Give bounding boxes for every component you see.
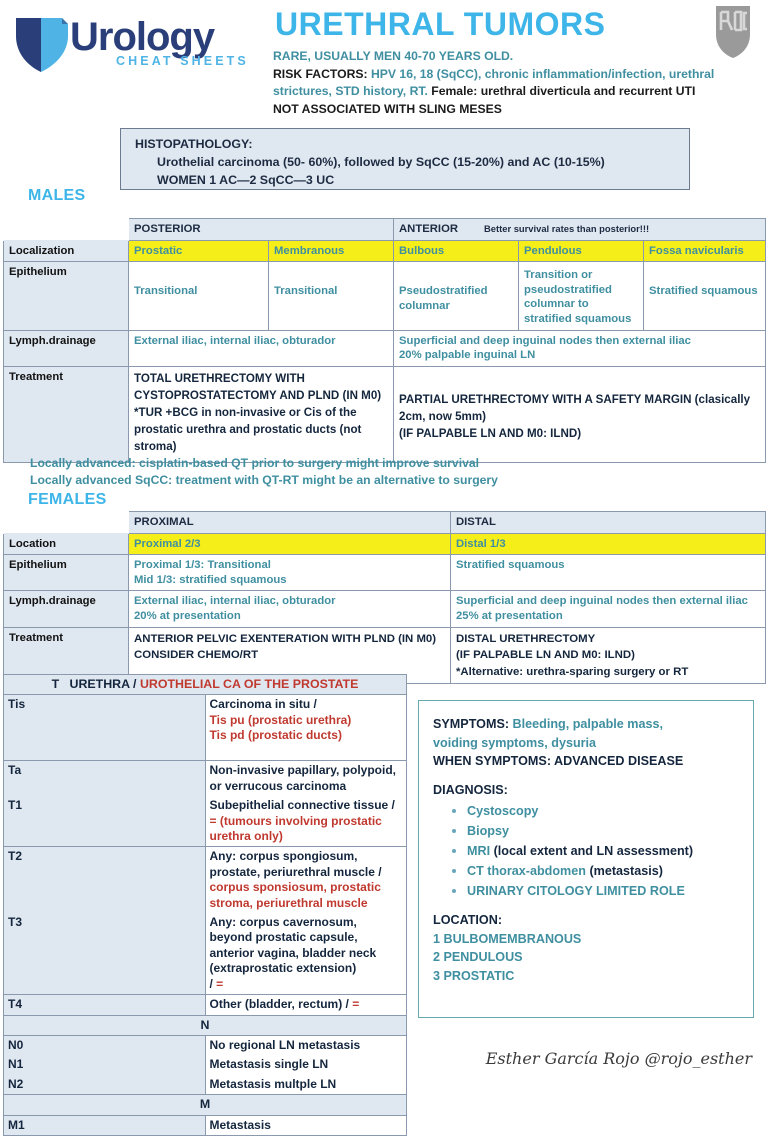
cell-localization-fossa: Fossa navicularis — [644, 240, 766, 262]
tnm-desc-n1: Metastasis single LN — [205, 1055, 407, 1074]
symptoms-line — [433, 715, 739, 734]
tnm-desc-ta: Non-invasive papillary, polypoid, or verrucous carcinoma — [205, 761, 407, 796]
shield-logo-icon — [12, 12, 72, 74]
urology-cheat-sheets-logo — [10, 10, 260, 76]
females-location-row — [4, 533, 766, 555]
diagnosis-item-teal: MRI — [467, 844, 491, 858]
diagnosis-item-black: (local extent and LN assessment) — [490, 844, 694, 858]
diagnosis-list — [433, 801, 739, 901]
cell-localization-pendulous: Pendulous — [519, 240, 644, 262]
list-item — [467, 841, 739, 861]
tnm-header-row-n — [4, 1015, 407, 1035]
tnm-code-n1: N1 — [4, 1055, 206, 1074]
tnm-desc-tis — [205, 695, 407, 761]
histopathology-title: HISTOPATHOLOGY: — [135, 137, 253, 151]
location-item-3: 3 PROSTATIC — [433, 968, 515, 983]
tnm-header-m: M — [4, 1095, 407, 1115]
t2-red: corpus sponsiosum, prostatic stroma, periurethral muscle — [209, 880, 381, 910]
strictures-text: strictures, STD history, RT. — [273, 84, 428, 99]
page-header — [0, 0, 768, 120]
treatment-posterior-l3: *TUR +BCG in non-invasive or Cis of the prostatic urethra and prostatic ducts (not stroma) — [134, 405, 362, 453]
cell-epithelium-membranous: Transitional — [269, 262, 394, 330]
males-group-header-row — [4, 219, 766, 241]
tnm-desc-t4 — [205, 995, 407, 1015]
tnm-code-t1: T1 — [4, 796, 206, 847]
t1-red: = (tumours involving prostatic urethra only) — [209, 813, 382, 844]
logo-wordmark: Urology — [70, 15, 215, 59]
tnm-row-t3 — [4, 913, 407, 995]
tnm-desc-m1: Metastasis — [205, 1115, 407, 1135]
cell-lymph-proximal — [129, 591, 451, 627]
tnm-code-ta: Ta — [4, 761, 206, 796]
cell-localization-bulbous: Bulbous — [394, 240, 519, 262]
cell-epithelium-proximal — [129, 555, 451, 591]
tnm-row-tis — [4, 695, 407, 761]
female-risk-text: Female: urethral diverticula and recurrent UTI — [427, 84, 696, 99]
row-label-epithelium: Epithelium — [4, 262, 129, 330]
treatment-proximal-l1: ANTERIOR PELVIC EXENTERATION WITH PLND (IN M0) — [134, 632, 437, 645]
treatment-anterior-l2: (IF PALPABLE LN AND M0: ILND) — [399, 426, 582, 440]
locally-advanced-notes — [30, 455, 498, 489]
t4-red: = — [352, 997, 360, 1012]
cell-lymph-anterior-l2: 20% palpable inguinal LN — [399, 349, 536, 362]
tis-l1: Carcinoma in situ / — [209, 697, 317, 712]
tnm-row-n1 — [4, 1055, 407, 1074]
cell-treatment-distal — [451, 627, 766, 684]
treatment-posterior-l2: CYSTOPROSTATECTOMY AND PLND (IN M0) — [134, 388, 382, 402]
tis-l3: Tis pd (prostatic ducts) — [209, 728, 342, 743]
row-label-treatment-f: Treatment — [4, 627, 129, 684]
location-item-2: 2 PENDULOUS — [433, 950, 523, 964]
tnm-header-n: N — [4, 1015, 407, 1035]
header-line-rare: RARE, USUALLY MEN 40-70 YEARS OLD. — [273, 49, 514, 63]
tnm-row-t1 — [4, 796, 407, 847]
risk-factors-label: RISK FACTORS: — [273, 66, 368, 81]
list-item — [467, 881, 739, 901]
tnm-header-row-m — [4, 1095, 407, 1115]
row-label-lymph-drainage: Lymph.drainage — [4, 330, 129, 366]
symptoms-diagnosis-box — [418, 700, 754, 1018]
treatment-distal-l1: DISTAL URETHRECTOMY — [456, 632, 596, 645]
row-label-localization: Localization — [4, 240, 129, 262]
tnm-prostate-label: UROTHELIAL CA OF THE PROSTATE — [139, 677, 359, 691]
males-group-anterior — [394, 219, 766, 241]
tnm-row-n0 — [4, 1035, 407, 1055]
location-item-1: 1 BULBOMEMBRANOUS — [433, 931, 582, 946]
info-spacer-1 — [433, 771, 739, 781]
males-epithelium-row — [4, 262, 766, 330]
info-spacer-2 — [433, 901, 739, 911]
cell-localization-membranous: Membranous — [269, 240, 394, 262]
cell-lymph-anterior-l1: Superficial and deep inguinal nodes then external iliac — [399, 334, 691, 347]
cell-location-proximal: Proximal 2/3 — [129, 533, 451, 555]
cell-epithelium-fossa: Stratified squamous — [644, 262, 766, 330]
cell-epithelium-bulbous: Pseudostratified columnar — [394, 262, 519, 330]
tnm-desc-t2 — [205, 847, 407, 913]
logo-tagline: CHEAT SHEETS — [116, 54, 249, 68]
t3-red: = — [216, 976, 224, 991]
cell-epithelium-pendulous: Transition or pseudostratified columnar to stratified squamous — [519, 262, 644, 330]
tnm-code-m1: M1 — [4, 1115, 206, 1135]
page-title: URETHRAL TUMORS — [275, 6, 606, 42]
header-line-risk-factors — [273, 66, 743, 84]
tnm-code-t2: T2 — [4, 847, 206, 913]
t3-slash: / — [209, 976, 217, 991]
cell-localization-prostatic: Prostatic — [129, 240, 269, 262]
tnm-staging-table — [3, 674, 407, 1136]
cell-treatment-anterior — [394, 366, 766, 462]
cell-epithelium-prostatic: Transitional — [129, 262, 269, 330]
roc-shield-icon — [710, 4, 756, 60]
symptoms-text: Bleeding, palpable mass, — [509, 717, 664, 731]
when-symptoms-line: WHEN SYMPTOMS: ADVANCED DISEASE — [433, 754, 684, 768]
tnm-header-row-t — [4, 675, 407, 695]
risk-factors-text: HPV 16, 18 (SqCC), chronic inflammation/infection, urethral — [367, 66, 715, 81]
row-label-lymph-f: Lymph.drainage — [4, 591, 129, 627]
cell-lymph-distal — [451, 591, 766, 627]
symptoms-text-2: voiding symptoms, dysuria — [433, 735, 597, 750]
epithelium-proximal-l2: Mid 1/3: stratified squamous — [134, 573, 287, 586]
treatment-distal-l3: *Alternative: urethra-sparing surgery or RT — [456, 665, 689, 678]
header-line-strictures — [273, 83, 743, 101]
females-group-header-row — [4, 512, 766, 534]
t1-black: Subepithelial connective tissue / — [209, 798, 395, 813]
females-table — [3, 511, 766, 684]
t3-slash-line — [210, 977, 403, 992]
locally-advanced-line2: Locally advanced SqCC: treatment with QT-RT might be an alternative to surgery — [30, 473, 498, 487]
row-label-location: Location — [4, 533, 129, 555]
lymph-distal-l1: Superficial and deep inguinal nodes then external iliac — [456, 595, 748, 608]
tis-l2: Tis pu (prostatic urethra) — [209, 712, 352, 727]
list-item — [467, 801, 739, 821]
cell-treatment-posterior — [129, 366, 394, 462]
treatment-proximal-l2: CONSIDER CHEMO/RT — [134, 649, 259, 662]
females-group-proximal: PROXIMAL — [129, 512, 451, 534]
females-epithelium-row — [4, 555, 766, 591]
author-signature: Esther García Rojo @rojo_esther — [485, 1049, 752, 1068]
anterior-note: Better survival rates than posterior!!! — [484, 223, 650, 234]
cell-location-distal: Distal 1/3 — [451, 533, 766, 555]
tnm-row-t4 — [4, 995, 407, 1015]
males-treatment-row — [4, 366, 766, 462]
females-group-distal: DISTAL — [451, 512, 766, 534]
tnm-code-tis: Tis — [4, 695, 206, 761]
diagnosis-item-teal: URINARY CITOLOGY LIMITED ROLE — [467, 884, 685, 898]
lymph-proximal-l2: 20% at presentation — [134, 609, 241, 622]
section-label-males: MALES — [28, 187, 86, 204]
males-group-posterior: POSTERIOR — [129, 219, 394, 241]
tnm-header-t — [4, 675, 407, 695]
tnm-code-t3: T3 — [4, 913, 206, 995]
females-corner-cell — [4, 512, 129, 534]
tnm-code-t4: T4 — [4, 995, 206, 1015]
section-label-females: FEMALES — [28, 491, 107, 508]
males-corner-cell — [4, 219, 129, 241]
anterior-label: ANTERIOR — [399, 223, 459, 235]
tnm-desc-n0: No regional LN metastasis — [205, 1035, 407, 1055]
t4-black: Other (bladder, rectum) / — [209, 997, 353, 1012]
symptoms-label: SYMPTOMS: — [433, 717, 510, 731]
location-label: LOCATION: — [433, 913, 503, 927]
tnm-code-n2: N2 — [4, 1075, 206, 1095]
locally-advanced-line1: Locally advanced: cisplatin-based QT prior to surgery might improve survival — [30, 456, 480, 470]
t2-black: Any: corpus spongiosum, prostate, periurethral muscle / — [209, 849, 382, 879]
epithelium-proximal-l1: Proximal 1/3: Transitional — [134, 559, 271, 572]
tnm-row-n2 — [4, 1075, 407, 1095]
treatment-distal-l2: (IF PALPABLE LN AND M0: ILND) — [456, 649, 635, 662]
treatment-posterior-l1: TOTAL URETHRECTOMY WITH — [134, 371, 305, 385]
cell-lymph-posterior: External iliac, internal iliac, obturador — [129, 330, 394, 366]
tnm-urethra-label: URETHRA / — [69, 677, 137, 691]
tnm-row-t2 — [4, 847, 407, 913]
lymph-proximal-l1: External iliac, internal iliac, obturador — [134, 595, 336, 608]
tnm-code-n0: N0 — [4, 1035, 206, 1055]
header-line-sling: NOT ASSOCIATED WITH SLING MESES — [273, 101, 502, 116]
tnm-t-letter: T — [51, 677, 60, 691]
diagnosis-item-black: (metastasis) — [585, 864, 663, 878]
histopathology-line1: Urothelial carcinoma (50- 60%), followed by SqCC (15-20%) and AC (10-15%) — [157, 155, 605, 169]
treatment-anterior-l1: PARTIAL URETHRECTOMY WITH A SAFETY MARGIN (clasically 2cm, now 5mm) — [399, 392, 751, 423]
lymph-distal-l2: 25% at presentation — [456, 609, 563, 622]
diagnosis-item-teal: Cystoscopy — [467, 804, 539, 818]
tnm-desc-t1 — [205, 796, 407, 847]
diagnosis-item-teal: CT thorax-abdomen — [467, 864, 586, 878]
cell-epithelium-distal: Stratified squamous — [451, 555, 766, 591]
diagnosis-item-teal: Biopsy — [467, 824, 509, 838]
females-lymph-row — [4, 591, 766, 627]
list-item — [467, 821, 739, 841]
tnm-row-m1 — [4, 1115, 407, 1135]
diagnosis-label: DIAGNOSIS: — [433, 782, 508, 797]
tnm-desc-t3 — [205, 913, 407, 995]
males-lymph-row — [4, 330, 766, 366]
males-table — [3, 218, 766, 463]
row-label-treatment: Treatment — [4, 366, 129, 462]
list-item — [467, 861, 739, 881]
cell-lymph-anterior — [394, 330, 766, 366]
t3-black: Any: corpus cavernosum, beyond prostatic capsule, anterior vagina, bladder neck (extraprostatic extension) — [209, 915, 377, 976]
histopathology-line2: WOMEN 1 AC—2 SqCC—3 UC — [157, 173, 335, 187]
row-label-epithelium-f: Epithelium — [4, 555, 129, 591]
males-localization-row — [4, 240, 766, 262]
header-summary — [273, 48, 743, 118]
histopathology-box — [120, 128, 690, 190]
tnm-desc-n2: Metastasis multple LN — [205, 1075, 407, 1095]
tnm-row-ta — [4, 761, 407, 796]
